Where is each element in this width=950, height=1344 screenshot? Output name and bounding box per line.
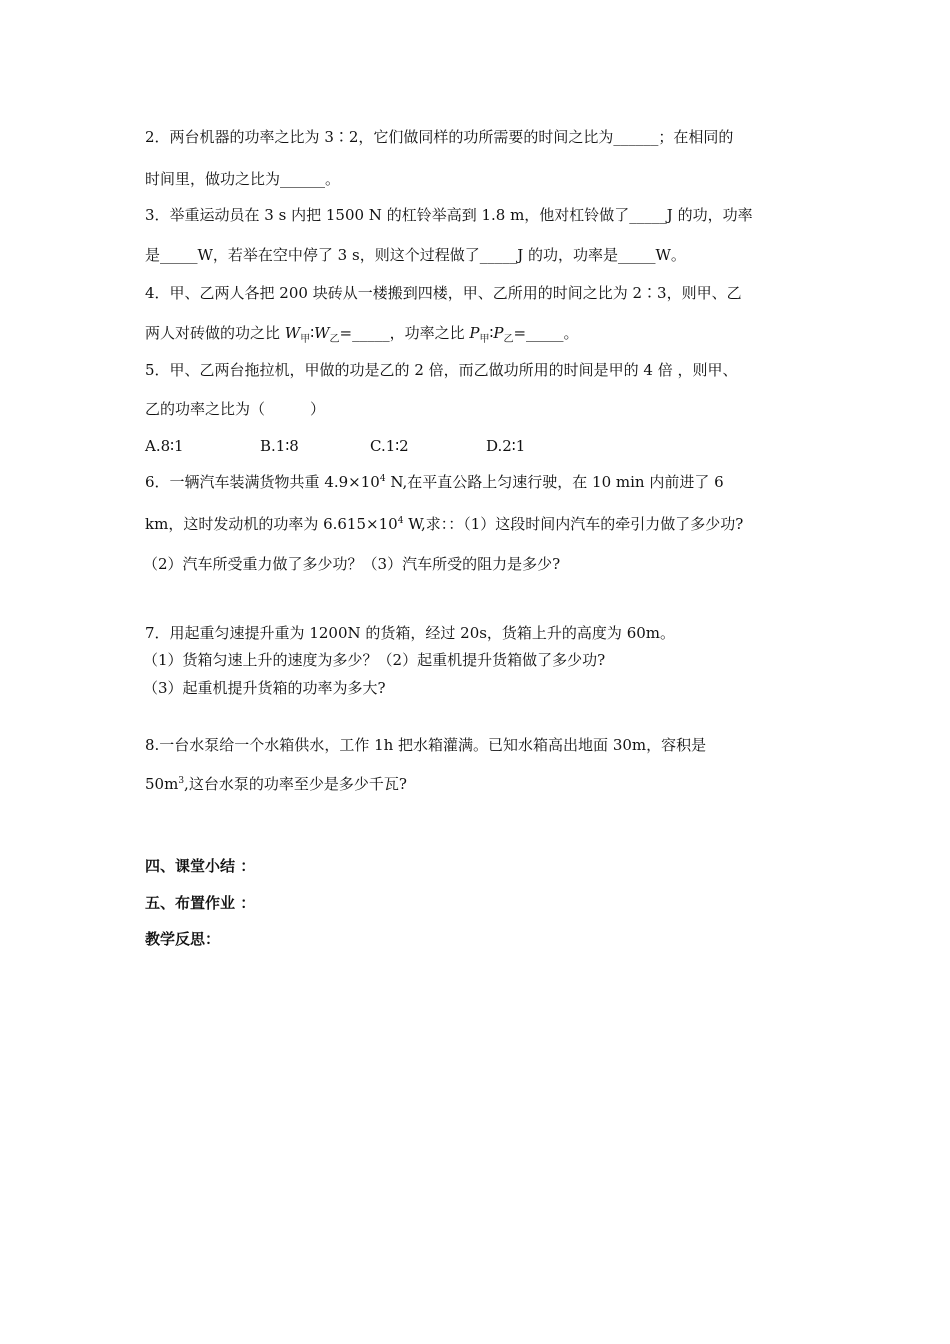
q3-line2: 是_____W，若举在空中停了 3 s，则这个过程做了_____J 的功，功率是_____W。 bbox=[145, 246, 686, 264]
q6-line1: 6．一辆汽车装满货物共重 $4.9\times 10^4$ N,在平直公路上匀速行驶，在 10 min 内前进了 6 bbox=[145, 473, 724, 491]
jia-subscript: 甲 bbox=[479, 334, 490, 345]
yi-subscript: 乙 bbox=[503, 334, 514, 345]
choice-b: B.1∶8 bbox=[260, 437, 299, 455]
power-symbol: P bbox=[469, 324, 480, 342]
q6-line3: （2）汽车所受重力做了多少功？（3）汽车所受的阻力是多少? bbox=[143, 555, 561, 573]
section-reflection: 教学反思： bbox=[145, 930, 221, 948]
jia-subscript: 甲 bbox=[300, 334, 311, 345]
q5-line2: 乙的功率之比为（ ） bbox=[145, 400, 326, 418]
yi-subscript: 乙 bbox=[329, 334, 340, 345]
section-homework: 五、布置作业 ： bbox=[145, 894, 256, 912]
q6-line2: km，这时发动机的功率为 $6.615\times 10^4$ W,求：：（1）这段时间内汽车的牵引力做了多少功? bbox=[145, 515, 744, 533]
section-summary: 四、课堂小结 ： bbox=[145, 857, 256, 875]
work-symbol: W bbox=[284, 324, 301, 342]
exponent: 3 bbox=[178, 776, 185, 786]
choice-c: C.1∶2 bbox=[370, 437, 409, 455]
q7-line1: 7．用起重匀速提升重为 1200N 的货箱，经过 20s，货箱上升的高度为 60m。 bbox=[145, 624, 676, 642]
choice-a: A.8∶1 bbox=[145, 437, 184, 455]
q2-line2: 时间里，做功之比为______。 bbox=[145, 170, 341, 188]
q7-line2: （1）货箱匀速上升的速度为多少？（2）起重机提升货箱做了多少功? bbox=[143, 651, 606, 669]
choice-d: D.2∶1 bbox=[486, 437, 526, 455]
q4-line2: 两人对砖做的功之比 $W_甲∶W_乙=\_\_\_\_\_$，功率之比 $P_甲∶P_乙=\_\_\_\_\_$。 bbox=[145, 324, 579, 345]
power-symbol: P bbox=[493, 324, 504, 342]
q3-line1: 3．举重运动员在 3 s 内把 1500 N 的杠铃举高到 1.8 m，他对杠铃做了_____J 的功，功率 bbox=[145, 206, 753, 224]
q4-blank-end: =_____。 bbox=[513, 324, 579, 342]
exponent: 4 bbox=[397, 516, 404, 526]
q8-line2: $50m^3$,这台水泵的功率至少是多少千瓦? bbox=[145, 775, 407, 793]
work-symbol: W bbox=[314, 324, 330, 342]
q7-line3: （3）起重机提升货箱的功率为多大? bbox=[143, 679, 386, 697]
q5-line1: 5．甲、乙两台拖拉机，甲做的功是乙的 2 倍，而乙做功所用的时间是甲的 4 倍 ，则甲、 bbox=[145, 361, 738, 379]
q4-work-ratio-label: 两人对砖做的功之比 bbox=[145, 324, 285, 342]
q4-line1: 4．甲、乙两人各把 200 块砖从一楼搬到四楼，甲、乙所用的时间之比为 2∶3，则甲、乙 bbox=[145, 284, 742, 302]
q4-power-ratio-label: =_____，功率之比 bbox=[339, 324, 470, 342]
q2-line1: 2．两台机器的功率之比为 3∶2，它们做同样的功所需要的时间之比为______；在相同的 bbox=[145, 128, 734, 146]
exponent: 4 bbox=[379, 474, 386, 484]
q8-line1: 8.一台水泵给一个水箱供水，工作 1h 把水箱灌满。已知水箱高出地面 30m，容积是 bbox=[145, 736, 707, 754]
